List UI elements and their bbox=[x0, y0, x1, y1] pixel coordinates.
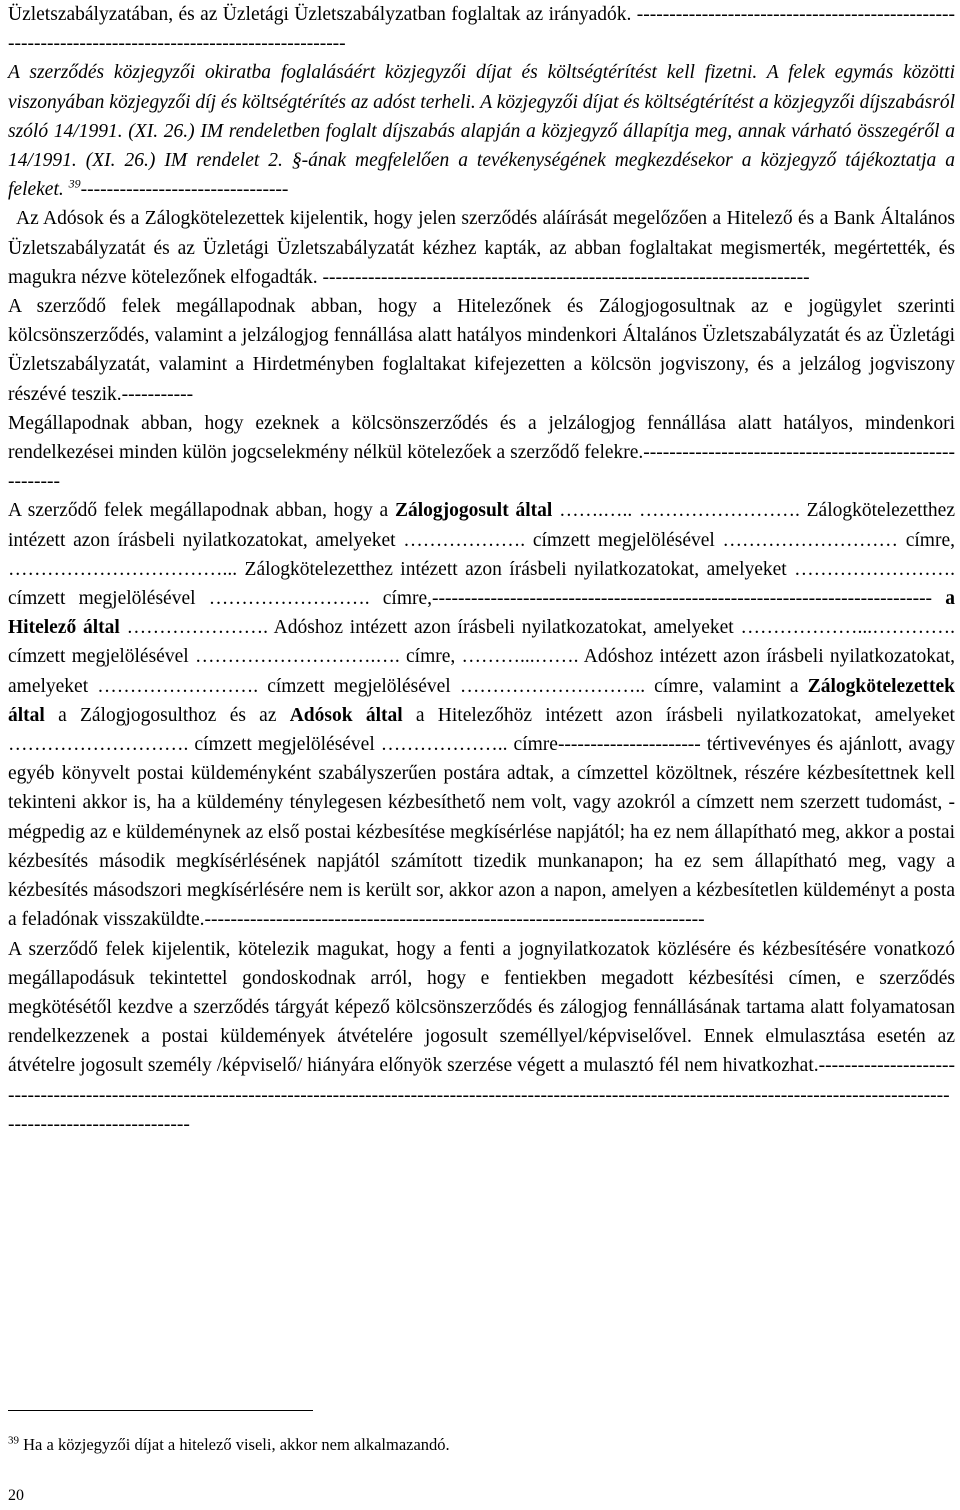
paragraph-notices bbox=[8, 496, 955, 934]
notices-text-5: a Hitelezőhöz intézett azon írásbeli nyilatkozatokat, amelyeket ………………………. címzett megjelölésével ……………….. címre---------------------- tértivevényes és ajánlott, avagy egyéb könyvelt postai küldeményként szabályszerűen postára adtak, a címzettel közöltnek, részére kézbesítettnek kell tekinteni akkor is, ha a küldemény ténylegesen kézbesíthető nem volt, vagy azokról a címzett nem szerzett tudomást, - mégpedig az e küldeménynek az első postai kézbesítése megkísérlése napjától; ha ez nem állapítható meg, akkor a postai kézbesítés második megkísérlésének napjától számított tizedik munkanapon; ha ez sem állapítható meg, vagy a kézbesítés másodszori megkísérlésére nem is került sor, akkor azon a napon, amelyen a kézbesítetlen küldeményt a posta a feladónak visszaküldte.----------------------------------------------------------------------------- bbox=[8, 704, 955, 931]
notices-bold-3: Zálogkötelezettek által bbox=[8, 675, 955, 726]
notices-text-2: …….….. ……………………. Zálogkötelezetthez intézett azon írásbeli nyilatkozatokat, amelyeket ………………. címzett megjelölésével ……………………… címre, ……………………………... Zálogkötelezetthez intézett azon írásbeli nyilatkozatokat, amelyeket ……………………. címzett megjelölésével ……………………. címre,----------------------------------------------------------------------------- bbox=[8, 500, 955, 610]
footnote-reference[interactable]: 39 bbox=[68, 176, 81, 191]
paragraph-terms-incorporation: A szerződő felek megállapodnak abban, hogy a Hitelezőnek és Zálogjogosultnak az e jogügylet szerinti kölcsönszerződés, valamint a jelzálogjog fennállása alatt hatályos mindenkori Általános Üzletszabályzatát és az Üzletági Üzletszabályzatát, valamint a Hirdetményben foglaltakat kifejezetten a kölcsön jogviszony, és a jelzálog jogviszony részévé teszik.----------- bbox=[8, 296, 955, 405]
notices-bold-1: Zálogjogosult által bbox=[394, 500, 553, 522]
notices-bold-2: a Hitelező által bbox=[8, 588, 955, 639]
footnote bbox=[8, 1434, 908, 1456]
notices-bold-4: Adósok által bbox=[289, 704, 403, 726]
page-number: 20 bbox=[8, 1487, 24, 1504]
paragraph-binding-terms: Megállapodnak abban, hogy ezeknek a kölcsönszerződés és a jelzálogjog fennállása alatt hatályos, mindenkori rendelkezései minden külön jogcselekmény nélkül kötelezőek a szerződő felekre.-------------------------------------------------------- bbox=[8, 412, 955, 493]
notices-text-4: a Zálogjogosulthoz és az bbox=[44, 704, 290, 726]
footnote-text: Ha a közjegyzői díjat a hitelező viseli, akkor nem alkalmazandó. bbox=[19, 1435, 450, 1454]
paragraph-1: Üzletszabályzatában, és az Üzletági Üzletszabályzatban foglaltak az irányadók. ----------------------------------------------------------------------------------------------------- bbox=[8, 4, 955, 55]
footnote-number: 39 bbox=[8, 1434, 19, 1447]
notary-fee-text: A szerződés közjegyzői okiratba foglalásáért közjegyzői díjat és költségtérítést kell fizetni. A felek egymás közötti viszonyában közjegyzői díj és költségtérítés az adóst terheli. A közjegyzői díjat és költségtérítést a közjegyzői díjszabásról szóló 14/1991. (XI. 26.) IM rendeletben foglalt díjszabás alapján a közjegyző állapítja meg, annak várható összegéről a 14/1991. (XI. 26.) IM rendelet 2. §-ának megfelelően a tevékenységének megkezdésekor a közjegyző tájékoztatja a feleket. bbox=[8, 62, 955, 201]
notices-text-3: …………………. Adóshoz intézett azon írásbeli nyilatkozatokat, amelyeket ………………...…………. címzett megjelölésével ……………………….…. címre, ………...……. Adóshoz intézett azon írásbeli nyilatkozatokat, amelyeket ……………………. címzett megjelölésével ……………………….. címre, valamint a bbox=[8, 617, 955, 697]
paragraph-notary-fee bbox=[8, 58, 955, 204]
paragraph-delivery-address: A szerződő felek kijelentik, kötelezik magukat, hogy a fenti a jognyilatkozatok közlésére és kézbesítésére vonatkozó megállapodásuk tekintettel gondoskodnak arról, hogy e fentiekben megadott kézbesítési címen, e szerződés megkötésétől kezdve a szerződés tárgyát képező kölcsönszerződés és zálogjog fennállásának tartama alatt folyamatosan rendelkezzenek a postai küldemények átvételére jogosult személlyel/képviselővel. Ennek elmulasztása esetén az átvételre jogosult személy /képviselő/ hiányára előnyök szerzése végett a mulasztó fél nem hivatkozhat.-------------------------------------------------------------------------------------------------------------------------------------------------------------------------------------------------- bbox=[8, 938, 955, 1135]
notices-text-1: A szerződő felek megállapodnak abban, hogy a bbox=[8, 500, 395, 522]
document-body bbox=[8, 0, 955, 1139]
paragraph-acknowledgement: Az Adósok és a Zálogkötelezettek kijelentik, hogy jelen szerződés aláírását megelőzően a Hitelező és a Bank Általános Üzletszabályzatát és az Üzletági Üzletszabályzatát kézhez kapták, az abban foglaltakat megismerték, megértették, és magukra nézve kötelezőnek elfogadták. --------------------------------------------------------------------------- bbox=[8, 208, 955, 288]
footnote-separator bbox=[8, 1410, 313, 1411]
dash-fill: -------------------------------- bbox=[80, 179, 289, 201]
